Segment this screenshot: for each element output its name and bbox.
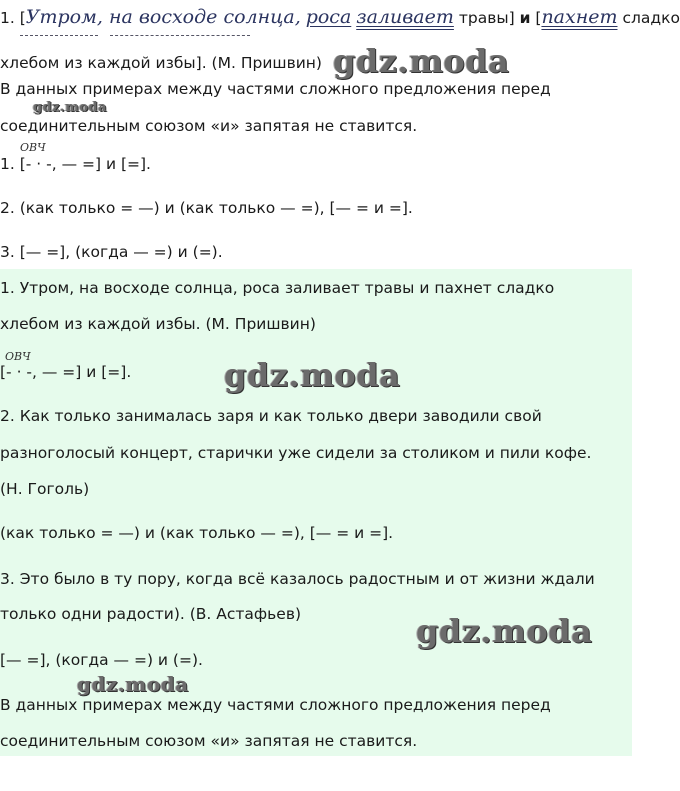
sentence-bracket: [ [535, 9, 542, 27]
answer-note-line-2: соединительным союзом «и» запятая не ставится. [0, 732, 418, 750]
sentence-subject: роса [305, 6, 352, 28]
answer-p1-superscript: ОВЧ [5, 350, 31, 363]
answer-p2-line-3: (Н. Гоголь) [0, 480, 90, 498]
sentence-num: 1. [ [0, 9, 26, 27]
top-note-line-1: В данных примерах между частями сложного предложения перед [0, 80, 551, 98]
answer-p3-schema: [— =], (когда — =) и (=). [0, 651, 203, 669]
sentence-line-2 [0, 53, 322, 73]
sentence-word-sladko: сладко [622, 9, 680, 27]
sentence-word-travy: травы] [458, 9, 515, 27]
sentence-tail: хлебом из каждой избы]. (М. Пришвин) [0, 54, 322, 72]
watermark-3: gdz.moda [224, 356, 401, 394]
answer-p1-line-1: 1. Утром, на восходе солнца, роса заливает травы и пахнет сладко [0, 279, 555, 297]
answer-p1-schema: [- · -, — =] и [=]. [0, 363, 132, 381]
watermark-4: gdz.moda [416, 612, 593, 650]
adverbial-underline [20, 35, 98, 36]
sentence-conjunction: и [519, 9, 531, 27]
sentence-adverbial: Утром, на восходе солнца, [25, 6, 301, 28]
schema-3: 3. [— =], (когда — =) и (=). [0, 243, 223, 261]
schema1-superscript: ОВЧ [20, 141, 46, 154]
answer-p3-line-1: 3. Это было в ту пору, когда всё казалось радостным и от жизни ждали [0, 570, 595, 588]
answer-p2-line-2: разноголосый концерт, старички уже сидели за столиком и пили кофе. [0, 444, 592, 462]
sentence-predicate-1: заливает [356, 6, 454, 28]
answer-p2-schema: (как только = —) и (как только — =), [— = и =]. [0, 524, 394, 542]
watermark-2: gdz.moda [33, 100, 108, 115]
schema-1: 1. [- · -, — =] и [=]. [0, 155, 151, 173]
watermark-1: gdz.moda [333, 42, 510, 80]
watermark-5: gdz.moda [77, 672, 189, 696]
top-note-line-2: соединительным союзом «и» запятая не ставится. [0, 117, 418, 135]
answer-p2-line-1: 2. Как только занималась заря и как только двери заводили свой [0, 407, 542, 425]
sentence-line-1 [0, 7, 680, 28]
adverbial-underline-2 [110, 35, 250, 36]
answer-p3-line-2: только одни радости). (В. Астафьев) [0, 605, 302, 623]
answer-note-line-1: В данных примерах между частями сложного предложения перед [0, 696, 551, 714]
answer-p1-line-2: хлебом из каждой избы. (М. Пришвин) [0, 315, 316, 333]
sentence-predicate-2: пахнет [541, 6, 618, 28]
schema-2: 2. (как только = —) и (как только — =), [— = и =]. [0, 199, 413, 217]
